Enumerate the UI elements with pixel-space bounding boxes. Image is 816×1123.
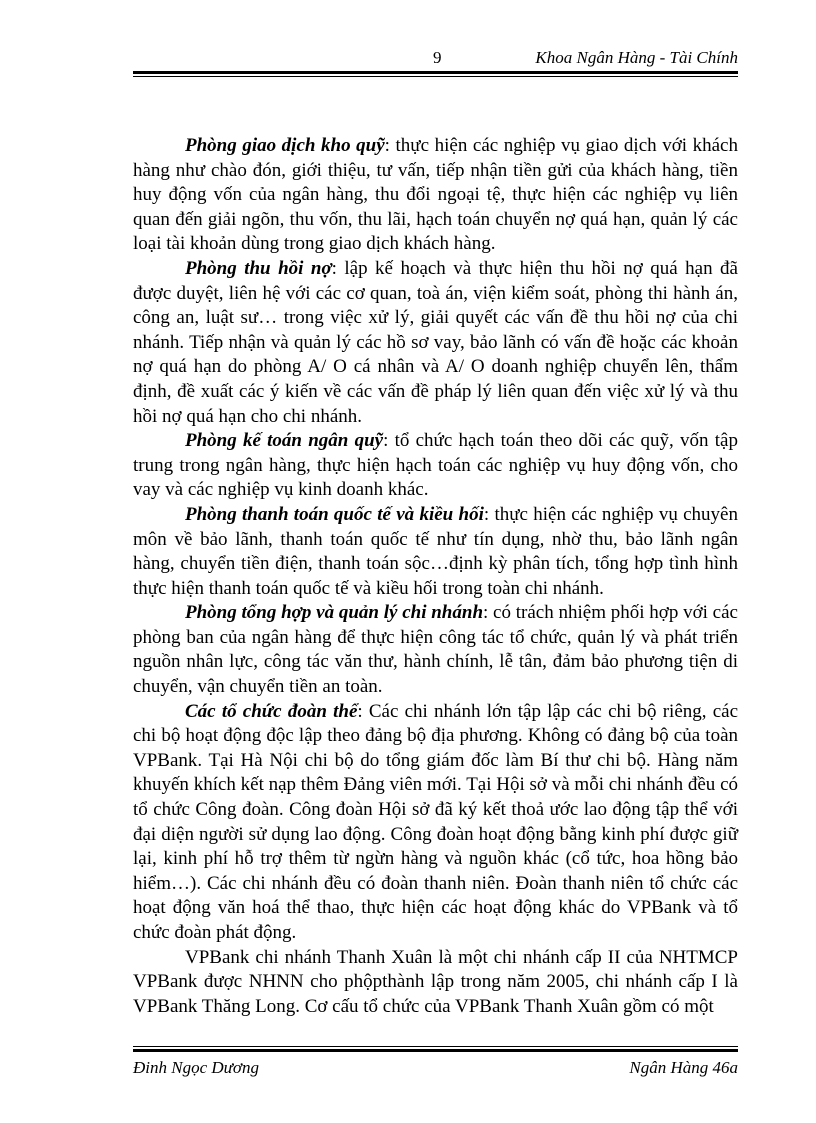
page-number: 9 — [433, 48, 442, 67]
paragraph-thanh-toan-quoc-te — [133, 503, 738, 601]
paragraph-text: : tổ chức hạch toán theo dõi các quỹ, vốn tập trung trong ngân hàng, thực hiện hạch toán các nghiệp vụ huy động vốn, cho vay và các nghiệp vụ kinh doanh khác. — [133, 430, 738, 501]
paragraph-lead: Phòng giao dịch kho quỹ — [185, 135, 385, 156]
footer-author: Đinh Ngọc Dương — [133, 1058, 260, 1077]
header-rule-thin — [133, 76, 738, 77]
paragraph-lead: Phòng tổng hợp và quản lý chi nhánh — [185, 602, 484, 624]
body-content — [133, 134, 738, 1019]
paragraph-text: : Các chi nhánh lớn tập lập các chi bộ riêng, các chi bộ hoạt động độc lập theo đảng bộ địa phương. Không có đảng bộ của toàn VPBank. Tại Hà Nội chi bộ do tổng giám đốc làm Bí thư chi bộ. Hàng năm khuyến khích kết nạp thêm Đảng viên mới. Tại Hội sở và mỗi chi nhánh đều có tổ chức Công đoàn. Công đoàn Hội sở đã ký kết thoả ước lao động tập thể với đại diện người sử dụng lao động. Công đoàn hoạt động bằng kinh phí được giữ lại, kinh phí hỗ trợ thêm từ ngừn hàng và nguồn khác (cổ tức, hoa hồng bảo hiểm…). Các chi nhánh đều có đoàn thanh niên. Đoàn thanh niên tổ chức các hoạt động văn hoá thể thao, thực hiện các hoạt động khác do VPBank và tổ chức đoàn phát động. — [133, 700, 739, 943]
paragraph-text: : có trách nhiệm phối hợp với các phòng ban của ngân hàng để thực hiện công tác tổ chức, quản lý và phát triển nguồn nhân lực, công tác văn thư, hành chính, lễ tân, đảm bảo phương tiện di chuyển, vận chuyển tiền an toàn. — [133, 602, 738, 698]
paragraph-lead: Phòng thu hồi nợ — [185, 257, 332, 279]
footer-rule-thick — [133, 1049, 738, 1052]
paragraph-doan-the — [133, 700, 738, 946]
page-footer — [133, 1046, 738, 1080]
footer-rule-thin — [133, 1046, 738, 1047]
page-header — [133, 44, 738, 72]
header-title: Khoa Ngân Hàng - Tài Chính — [535, 48, 738, 67]
paragraph-text: : thực hiện các nghiệp vụ giao dịch với khách hàng như chào đón, giới thiệu, tư vấn, tiếp nhận tiền gửi của khách hàng, tiền huy động vốn của ngân hàng, thu đổi ngoại tệ, thực hiện các nghiệp vụ liên quan đến giải ngõn, thu vốn, thu lãi, hạch toán chuyển nợ quá hạn, quản lý các loại tài khoản dùng trong giao dịch khách hàng. — [133, 135, 738, 255]
paragraph-thanh-xuan — [133, 946, 738, 1020]
paragraph-text: VPBank chi nhánh Thanh Xuân là một chi nhánh cấp II của NHTMCP VPBank được NHNN cho phộpthành lập trong năm 2005, chi nhánh cấp I là VPBank Thăng Long. Cơ cấu tổ chức của VPBank Thanh Xuân gồm có một — [133, 946, 738, 1017]
paragraph-text: : thực hiện các nghiệp vụ chuyên môn về bảo lãnh, thanh toán quốc tế như tín dụng, nhờ thu, bảo lãnh ngân hàng, chuyển tiền điện, thanh toán sộc…định kỳ phân tích, tổng hợp tình hình thực hiện thanh toán quốc tế và kiều hối trong toàn chi nhánh. — [133, 503, 738, 599]
paragraph-lead: Các tổ chức đoàn thể — [185, 700, 358, 722]
paragraph-tong-hop — [133, 601, 738, 699]
paragraph-lead: Phòng kế toán ngân quỹ — [185, 430, 384, 452]
paragraph-lead: Phòng thanh toán quốc tế và kiều hối — [185, 503, 484, 525]
paragraph-ke-toan-ngan-quy — [133, 429, 738, 503]
paragraph-text: : lập kế hoạch và thực hiện thu hồi nợ quá hạn đã được duyệt, liên hệ với các cơ quan, toà án, viện kiểm soát, phòng thi hành án, công an, luật sư… trong việc xử lý, giải quyết các vấn đề thu hồi nợ của chi nhánh. Tiếp nhận và quản lý các hồ sơ vay, bảo lãnh có vấn đề hoặc các khoản nợ quá hạn do phòng A/ O cá nhân và A/ O doanh nghiệp chuyển lên, thẩm định, đề xuất các ý kiến về các vấn đề pháp lý liên quan đến việc xử lý và thu hồi nợ quá hạn cho chi nhánh. — [133, 257, 738, 427]
paragraph-giao-dich-kho-quy — [133, 134, 738, 257]
footer-course: Ngân Hàng 46a — [629, 1058, 738, 1077]
header-rule-thick — [133, 71, 738, 74]
paragraph-thu-hoi-no — [133, 257, 738, 429]
